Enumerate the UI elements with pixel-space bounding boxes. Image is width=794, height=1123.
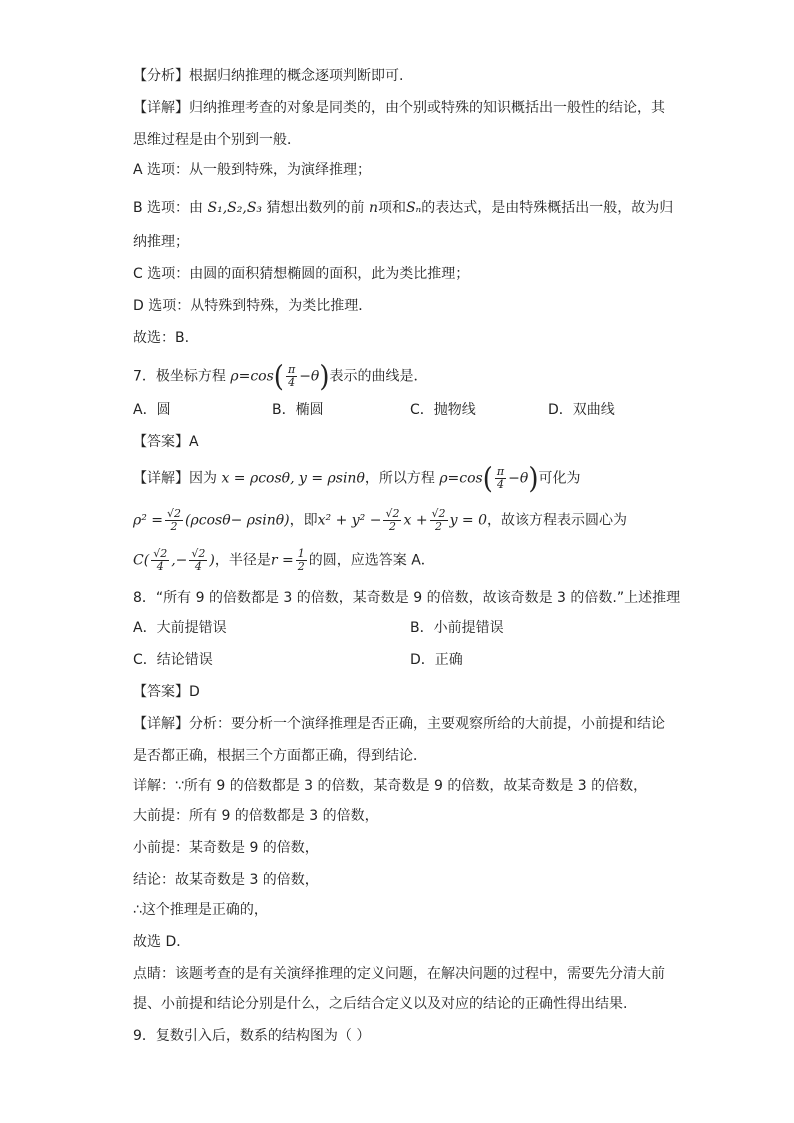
- formula-xy: x² + y² −: [317, 512, 382, 529]
- option-d-explanation: D 选项：从特殊到特殊，为类比推理．: [133, 298, 373, 314]
- formula-polar: x = ρcosθ, y = ρsinθ: [221, 470, 365, 487]
- fraction-pi-4: $\frac{\pi}{4}$: [287, 363, 296, 389]
- fraction-sqrt2-4: $\frac{√2}{4}$: [153, 547, 168, 573]
- answer-tag: 【答案】: [133, 434, 189, 450]
- paren-open: (: [273, 360, 284, 393]
- text-seg: 的表达式，是由特殊概括出一般，故为归: [421, 200, 674, 216]
- q8-detail-1: [133, 714, 665, 734]
- detail-tag: 【详解】: [133, 716, 189, 732]
- q8-detail-3: 详解：∵所有 9 的倍数都是 3 的倍数，某奇数是 9 的倍数，故某奇数是 3 的倍数，: [133, 778, 648, 794]
- q8-detail-10: 提、小前提和结论分别是什么，之后结合定义以及对应的结论的正确性得出结果.: [133, 996, 628, 1012]
- option-b-explanation-cont: 纳推理；: [133, 234, 189, 250]
- text-seg: 因为: [189, 470, 217, 487]
- fraction-sqrt2-2: $\frac{√2}{2}$: [431, 507, 446, 533]
- formula-cos-sin: (ρcosθ− ρsinθ): [185, 512, 290, 529]
- q8-detail-4: 大前提：所有 9 的倍数都是 3 的倍数，: [133, 808, 379, 824]
- option-b-explanation: [133, 198, 673, 218]
- q8-detail-2: 是否都正确，根据三个方面都正确，得到结论．: [133, 748, 427, 764]
- q8-detail-5: 小前提：某奇数是 9 的倍数，: [133, 840, 319, 856]
- formula-x: x +: [403, 512, 428, 529]
- text-seg: ，所以方程: [364, 470, 435, 487]
- formula-center: C(: [133, 552, 150, 569]
- q8-answer: [133, 682, 200, 702]
- formula-y: y = 0: [449, 512, 488, 529]
- formula-theta: −θ: [299, 368, 320, 385]
- formula-theta: −θ: [508, 470, 529, 487]
- text-seg: 分析：要分析一个演绎推理是否正确，主要观察所给的大前提，小前提和结论: [189, 716, 665, 732]
- q8-option-a: A．大前提错误: [133, 620, 227, 636]
- answer-value: A: [189, 434, 199, 450]
- text-seg: 的圆，应选答案 A．: [308, 552, 435, 569]
- q7-detail-line-3: [133, 548, 435, 573]
- question-9: 9．复数引入后，数系的结构图为（ ）: [133, 1028, 371, 1044]
- formula-r: r =: [270, 552, 294, 569]
- detail-tag: 【详解】: [133, 100, 189, 116]
- q8-detail-7: ∴这个推理是正确的，: [133, 902, 268, 918]
- fraction-pi-4: $\frac{\pi}{4}$: [496, 465, 505, 491]
- text-seg: ，即: [289, 512, 318, 529]
- paren-close: ): [528, 462, 539, 495]
- q7-stem: 7．极坐标方程: [133, 368, 226, 385]
- formula-n: n: [368, 200, 378, 216]
- q7-answer: [133, 432, 199, 452]
- formula-sn: Sₙ: [405, 200, 422, 216]
- q8-detail-6: 结论：故某奇数是 3 的倍数，: [133, 872, 319, 888]
- q8-option-b: B．小前提错误: [410, 620, 504, 636]
- detail-tag: 【详解】: [133, 470, 189, 487]
- answer-value: D: [189, 684, 200, 700]
- formula-rho-sq: ρ² =: [133, 512, 164, 529]
- option-a-explanation: A 选项：从一般到特殊，为演绎推理；: [133, 162, 372, 178]
- text-seg: 项和: [377, 200, 406, 216]
- formula-close: ): [209, 552, 215, 569]
- fraction-sqrt2-4: $\frac{√2}{4}$: [191, 547, 206, 573]
- q7-option-c: C．抛物线: [410, 402, 476, 418]
- formula-comma: ,−: [171, 552, 188, 569]
- q7-option-b: B．椭圆: [272, 402, 324, 418]
- q8-option-d: D．正确: [410, 652, 463, 668]
- formula-rho-cos: ρ=cos: [230, 368, 274, 385]
- q7-option-a: A．圆: [133, 402, 171, 418]
- formula-s123: S₁,S₂,S₃: [207, 200, 263, 216]
- analysis-text: 根据归纳推理的概念逐项判断即可.: [189, 68, 404, 84]
- fraction-1-2: $\frac{1}{2}$: [297, 547, 305, 573]
- analysis-tag: 【分析】: [133, 68, 189, 84]
- paren-open: (: [482, 462, 493, 495]
- answer-tag: 【答案】: [133, 684, 189, 700]
- text-seg: B 选项：由: [133, 200, 204, 216]
- analysis-line: [133, 66, 403, 86]
- answer-b-line: 故选：B.: [133, 330, 190, 346]
- q7-detail-line-1: [133, 462, 581, 495]
- formula-rho-cos: ρ=cos: [439, 470, 483, 487]
- question-7: [133, 360, 428, 393]
- paren-close: ): [319, 360, 330, 393]
- q7-option-d: D．双曲线: [548, 402, 615, 418]
- detail-line-2: 思维过程是由个别到一般．: [133, 132, 301, 148]
- q7-stem-end: 表示的曲线是．: [329, 368, 428, 385]
- option-c-explanation: C 选项：由圆的面积猜想椭圆的面积，此为类比推理；: [133, 266, 470, 282]
- detail-line-1: [133, 98, 665, 118]
- q8-option-c: C．结论错误: [133, 652, 213, 668]
- text-seg: 猜想出数列的前: [266, 200, 365, 216]
- text-seg: ，故该方程表示圆心为: [487, 512, 628, 529]
- fraction-sqrt2-2: $\frac{√2}{2}$: [385, 507, 400, 533]
- text-seg: ，半径是: [214, 552, 271, 569]
- fraction-sqrt2-2: $\frac{√2}{2}$: [167, 507, 182, 533]
- q8-detail-8: 故选 D．: [133, 934, 191, 950]
- q7-detail-line-2: [133, 508, 627, 533]
- q8-detail-9: 点睛：该题考查的是有关演绎推理的定义问题，在解决问题的过程中，需要先分清大前: [133, 966, 665, 982]
- detail-text: 归纳推理考查的对象是同类的，由个别或特殊的知识概括出一般性的结论，其: [189, 100, 665, 116]
- text-seg: 可化为: [538, 470, 581, 487]
- question-8: 8．“所有 9 的倍数都是 3 的倍数，某奇数是 9 的倍数，故该奇数是 3 的倍数.”上述推理: [133, 590, 681, 606]
